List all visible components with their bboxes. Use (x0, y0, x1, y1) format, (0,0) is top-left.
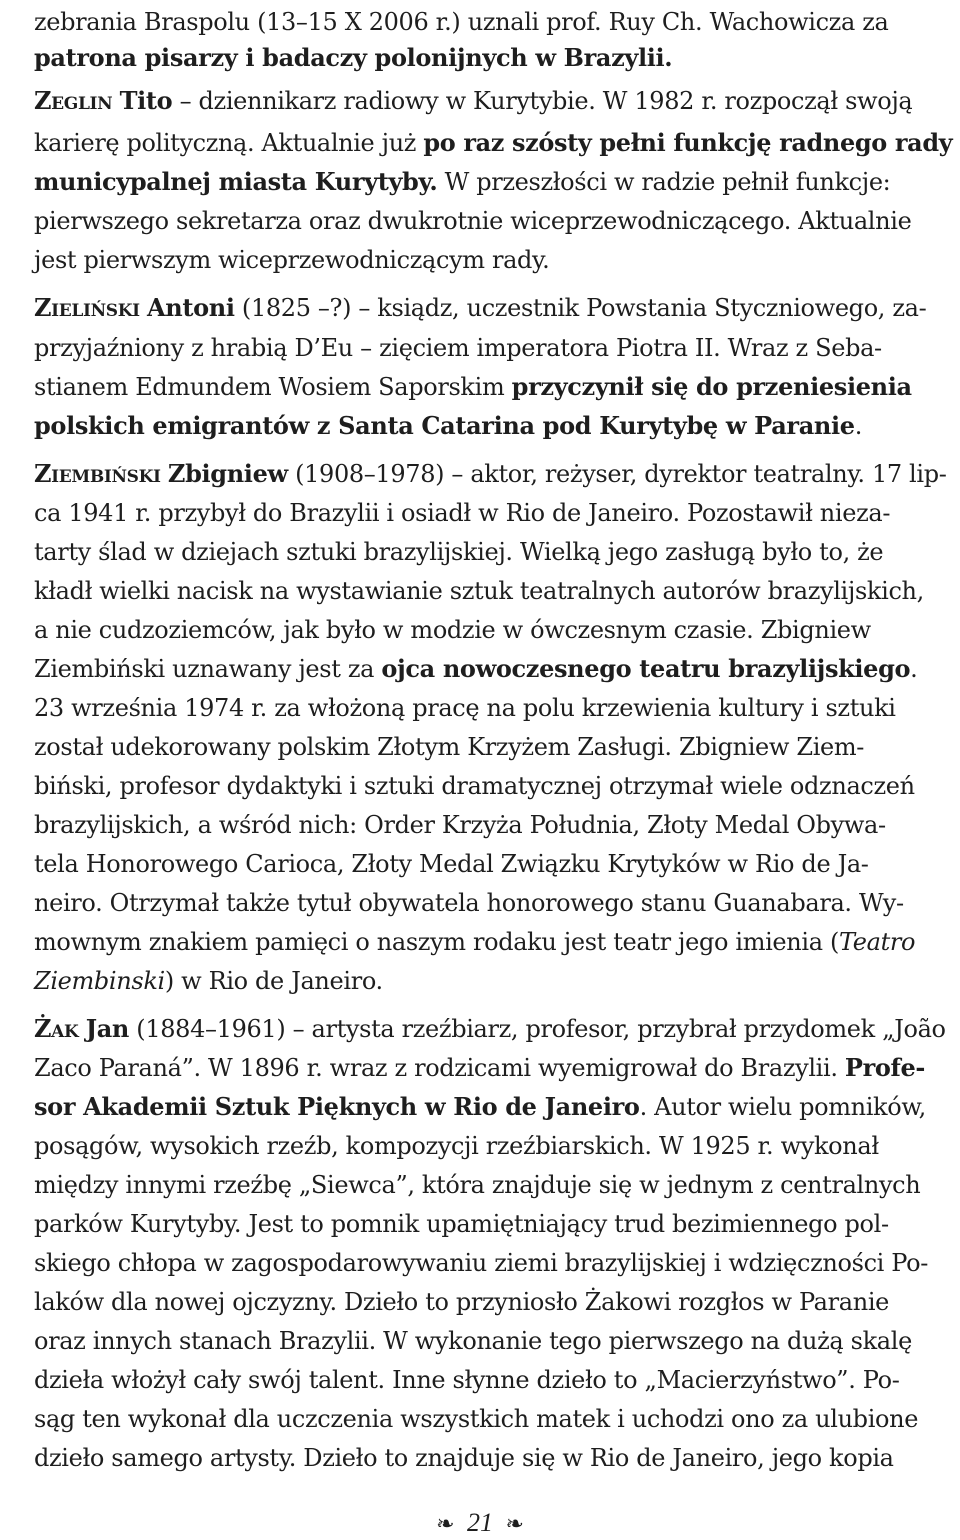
text-run: a nie cudzoziemców, jak było w modzie w ówczesnym czasie. Zbigniew (34, 616, 871, 644)
text-run: (1884–1961) – artysta rzeźbiarz, profesor, przybrał przydomek „João (129, 1015, 946, 1043)
text-line (34, 4, 888, 40)
page-number: 21 (467, 1508, 493, 1537)
entry-surname: Zieliński (34, 293, 140, 322)
text-line (34, 846, 869, 882)
text-run: ca 1941 r. przybył do Brazylii i osiadł w Rio de Janeiro. Pozostawił nieza- (34, 499, 891, 527)
text-line (34, 1050, 925, 1086)
italic-text: Teatro (838, 928, 916, 956)
text-line (34, 203, 911, 239)
text-line (34, 369, 912, 405)
text-run: ) w Rio de Janeiro. (164, 967, 383, 995)
text-line (34, 242, 549, 278)
bold-text: polskich emigrantów z Santa Catarina pod Kurytybę w Paranie (34, 411, 855, 440)
text-run: mownym znakiem pamięci o naszym rodaku jest teatr jego imienia ( (34, 928, 839, 956)
text-run: Zaco Paraná”. W 1896 r. wraz z rodzicami wyemigrował do Brazylii. (34, 1054, 845, 1082)
text-run: parków Kurytyby. Jest to pomnik upamiętniający trud bezimiennego pol- (34, 1210, 889, 1238)
text-run: neiro. Otrzymał także tytuł obywatela honorowego stanu Guanabara. Wy- (34, 889, 904, 917)
text-run (112, 87, 119, 115)
bold-text: przyczynił się do przeniesienia (511, 372, 912, 401)
text-line (34, 1362, 899, 1398)
text-line (34, 573, 924, 609)
text-line (34, 1167, 920, 1203)
text-run: dzieła włożył cały swój talent. Inne słynne dzieło to „Macierzyństwo”. Po- (34, 1366, 900, 1394)
text-run: laków dla nowej ojczyzny. Dzieło to przyniosło Żakowi rozgłos w Paranie (34, 1288, 890, 1316)
text-run: tarty ślad w dziejach sztuki brazylijskiej. Wielką jego zasługą było to, że (34, 538, 884, 566)
text-run: kładł wielki nacisk na wystawianie sztuk teatralnych autorów brazylijskich, (34, 577, 924, 605)
text-run: biński, profesor dydaktyki i sztuki dramatycznej otrzymał wiele odznaczeń (34, 772, 915, 800)
text-run: posągów, wysokich rzeźb, kompozycji rzeźbiarskich. W 1925 r. wykonał (34, 1132, 879, 1160)
text-run: między innymi rzeźbę „Siewca”, która znajduje się w jednym z centralnych (34, 1171, 921, 1199)
text-line (34, 729, 864, 765)
text-run: przyjaźniony z hrabią D’Eu – zięciem imperatora Piotra II. Wraz z Seba- (34, 334, 882, 362)
text-line (34, 1440, 894, 1476)
entry-surname: Żak (34, 1014, 79, 1043)
entry-surname: Ziembiński (34, 459, 161, 488)
text-run: Ziembiński uznawany jest za (34, 655, 382, 683)
text-line (34, 885, 904, 921)
text-line (34, 1284, 889, 1320)
text-run: . Autor wielu pomników, (639, 1093, 926, 1121)
text-line (34, 125, 952, 161)
bold-text: sor Akademii Sztuk Pięknych w Rio de Janeiro (34, 1092, 640, 1121)
text-line (34, 1011, 946, 1047)
text-line (34, 1401, 918, 1437)
text-run: W przeszłości w radzie pełnił funkcje: (437, 168, 891, 196)
text-run: . (910, 655, 918, 683)
text-run: stianem Edmundem Wosiem Saporskim (34, 373, 512, 401)
text-run (78, 1015, 85, 1043)
text-run: karierę polityczną. Aktualnie już (34, 129, 424, 157)
fleuron-right-icon: ❧ (505, 1511, 524, 1536)
text-run: . (854, 412, 862, 440)
text-run: został udekorowany polskim Złotym Krzyżem Zasługi. Zbigniew Ziem- (34, 733, 865, 761)
text-line (34, 612, 871, 648)
text-line (34, 40, 672, 76)
text-line (34, 1089, 926, 1125)
text-line (34, 1245, 928, 1281)
text-run: tela Honorowego Carioca, Złoty Medal Związku Krytyków w Rio de Ja- (34, 850, 869, 878)
fleuron-left-icon: ❧ (436, 1511, 455, 1536)
text-line (34, 164, 890, 200)
text-line (34, 1206, 889, 1242)
text-run (161, 460, 168, 488)
text-run: (1825 –?) – ksiądz, uczestnik Powstania Styczniowego, za- (234, 294, 927, 322)
bold-text: Zbigniew (167, 459, 288, 488)
text-run: oraz innych stanach Brazylii. W wykonanie tego pierwszego na dużą skalę (34, 1327, 912, 1355)
text-run: pierwszego sekretarza oraz dwukrotnie wiceprzewodniczącego. Aktualnie (34, 207, 912, 235)
text-run: zebrania Braspolu (13–15 X 2006 r.) uznali prof. Ruy Ch. Wachowicza za (34, 8, 889, 36)
bold-text: po raz szósty pełni funkcję radnego rady (423, 128, 953, 157)
bold-text: Antoni (147, 293, 235, 322)
text-line (34, 1128, 879, 1164)
bold-text: municypalnej miasta Kurytyby. (34, 167, 438, 196)
text-line (34, 495, 890, 531)
text-line (34, 1323, 912, 1359)
text-line (34, 963, 383, 999)
bold-text: ojca nowoczesnego teatru brazylijskiego (381, 654, 911, 683)
text-run: 23 września 1974 r. za włożoną pracę na polu krzewienia kultury i sztuki (34, 694, 896, 722)
text-line (34, 651, 917, 687)
text-line (34, 690, 896, 726)
text-line (34, 534, 883, 570)
text-line (34, 807, 886, 843)
bold-text: Jan (85, 1014, 130, 1043)
text-line (34, 408, 862, 444)
entry-surname: Zeglin (34, 86, 113, 115)
text-run: jest pierwszym wiceprzewodniczącym rady. (34, 246, 550, 274)
text-run: (1908–1978) – aktor, reżyser, dyrektor teatralny. 17 lip- (287, 460, 947, 488)
bold-text: Tito (119, 86, 173, 115)
text-run (140, 294, 147, 322)
bold-text: patrona pisarzy i badaczy polonijnych w Brazylii. (34, 43, 673, 72)
page-footer (0, 1508, 960, 1540)
text-run: – dziennikarz radiowy w Kurytybie. W 1982 r. rozpoczął swoją (172, 87, 913, 115)
text-line (34, 768, 915, 804)
text-run: sąg ten wykonał dla uczczenia wszystkich matek i uchodzi ono za ulubione (34, 1405, 919, 1433)
text-line (34, 290, 926, 326)
text-line (34, 456, 947, 492)
bold-text: Profe- (844, 1053, 926, 1082)
text-run: dzieło samego artysty. Dzieło to znajduje się w Rio de Janeiro, jego kopia (34, 1444, 894, 1472)
text-line (34, 330, 882, 366)
text-run: skiego chłopa w zagospodarowywaniu ziemi brazylijskiej i wdzięczności Po- (34, 1249, 928, 1277)
text-run: brazylijskich, a wśród nich: Order Krzyża Południa, Złoty Medal Obywa- (34, 811, 886, 839)
italic-text: Ziembinski (34, 967, 165, 995)
text-line (34, 83, 912, 119)
text-line (34, 924, 915, 960)
